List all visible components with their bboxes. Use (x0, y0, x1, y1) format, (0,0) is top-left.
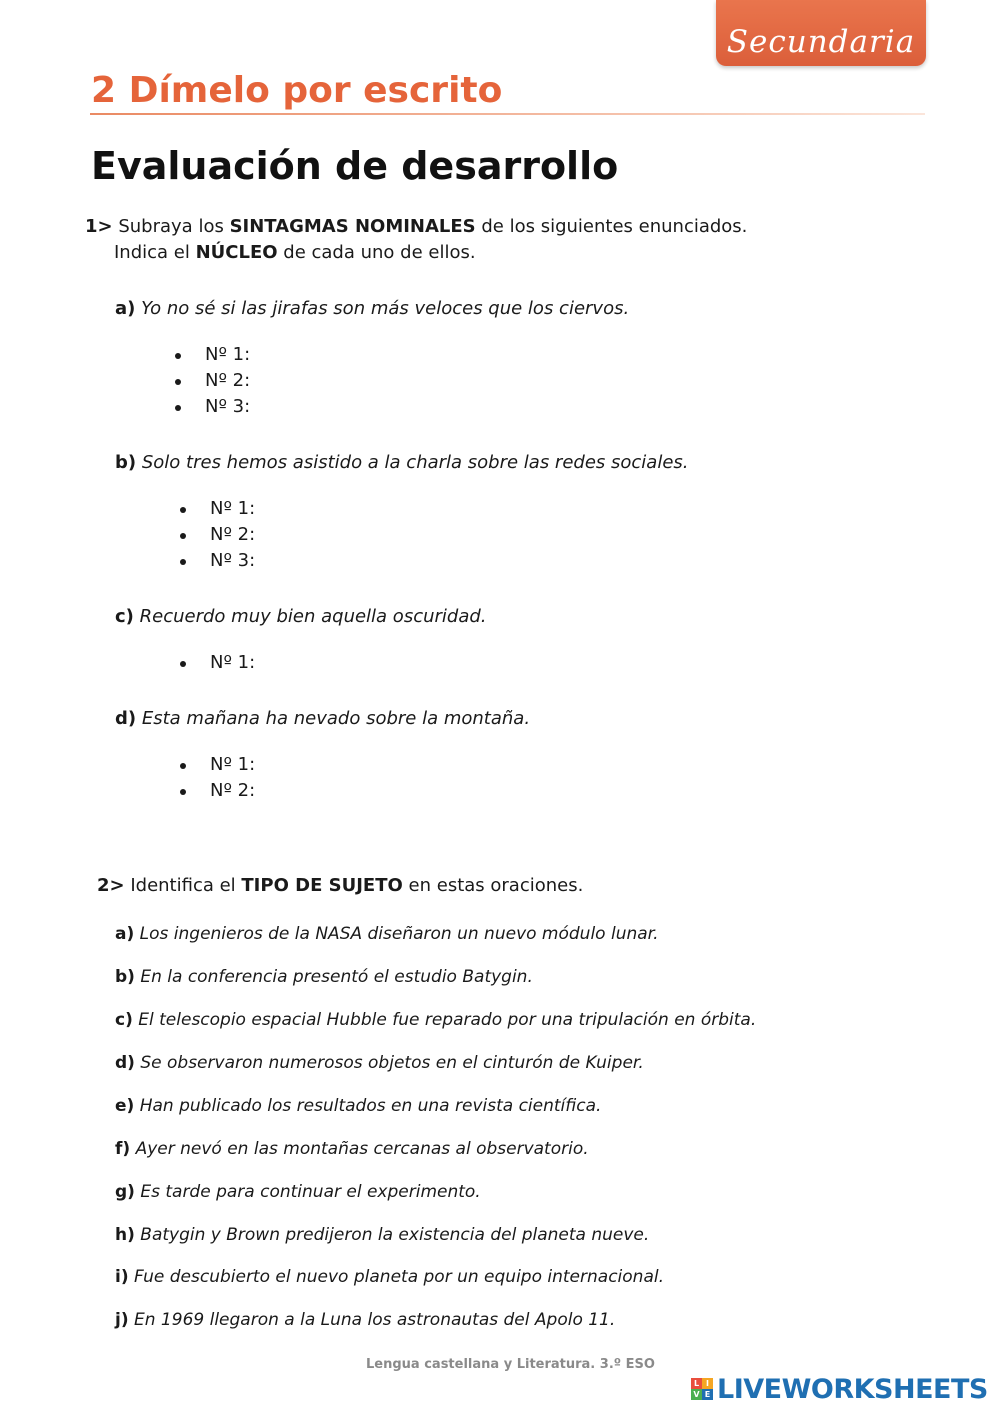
secundaria-badge: Secundaria (716, 0, 926, 66)
item-label: c) (115, 1010, 133, 1030)
unit-title: 2 Dímelo por escrito (91, 70, 503, 111)
item-sentence: El telescopio espacial Hubble fue reparado por una tripulación en órbita. (138, 1010, 757, 1030)
q1-item-b (115, 452, 689, 473)
logo-letter-e: E (702, 1389, 713, 1400)
q1-item-d (115, 708, 530, 729)
answer-line[interactable]: Nº 2: (205, 370, 251, 391)
answer-line[interactable]: Nº 3: (205, 396, 251, 417)
q1-line2-a: Indica el (114, 242, 196, 263)
item-label: d) (115, 1053, 135, 1073)
q2-item-d[interactable] (115, 1053, 644, 1073)
liveworksheets-logo[interactable]: LIVEWORKSHEETS (717, 1374, 988, 1405)
item-sentence: Ayer nevó en las montañas cercanas al observatorio. (135, 1139, 589, 1159)
item-sentence: Esta mañana ha nevado sobre la montaña. (141, 708, 531, 729)
q2-item-j[interactable] (115, 1310, 615, 1330)
item-sentence: Batygin y Brown predijeron la existencia del planeta nueve. (140, 1225, 650, 1245)
item-sentence: Los ingenieros de la NASA diseñaron un nuevo módulo lunar. (139, 924, 659, 944)
q1-item-a (115, 298, 629, 319)
q1-line1-b: SINTAGMAS NOMINALES (229, 216, 476, 237)
item-label: d) (115, 708, 137, 729)
q2-item-f[interactable] (115, 1139, 589, 1159)
q2-item-g[interactable] (115, 1182, 481, 1202)
item-label: g) (115, 1182, 135, 1202)
q1-item-c (115, 606, 487, 627)
q1-line2-b: NÚCLEO (195, 242, 278, 263)
item-sentence: En la conferencia presentó el estudio Batygin. (140, 967, 533, 987)
item-label: e) (115, 1096, 135, 1116)
bullet-dot (180, 661, 186, 667)
q2-item-i[interactable] (115, 1267, 664, 1287)
answer-line[interactable]: Nº 1: (205, 344, 251, 365)
item-label: b) (115, 967, 135, 987)
q2-item-e[interactable] (115, 1096, 601, 1116)
answer-line[interactable]: Nº 2: (210, 524, 256, 545)
q1-instruction-line2 (114, 242, 476, 263)
q1-number: 1> (85, 216, 113, 237)
item-label: i) (115, 1267, 129, 1287)
q1-line2-c: de cada uno de ellos. (277, 242, 476, 263)
item-sentence: En 1969 llegaron a la Luna los astronautas del Apolo 11. (134, 1310, 616, 1330)
q2-line-a: Identifica el (130, 875, 242, 896)
logo-letter-v: V (691, 1389, 702, 1400)
q2-number: 2> (97, 875, 125, 896)
item-label: a) (115, 298, 136, 319)
liveworksheets-logo-icon (691, 1378, 713, 1400)
answer-line[interactable]: Nº 2: (210, 780, 256, 801)
title-divider (90, 113, 925, 115)
item-label: c) (115, 606, 134, 627)
q2-line-c: en estas oraciones. (402, 875, 584, 896)
q1-line1-a: Subraya los (118, 216, 230, 237)
q2-line-b: TIPO DE SUJETO (241, 875, 403, 896)
bullet-dot (180, 789, 186, 795)
bullet-dot (180, 533, 186, 539)
q2-item-h[interactable] (115, 1225, 649, 1245)
item-label: j) (115, 1310, 129, 1330)
item-sentence: Yo no sé si las jirafas son más veloces que los ciervos. (141, 298, 630, 319)
q2-instruction (97, 875, 583, 896)
item-label: f) (115, 1139, 131, 1159)
q1-instruction-line1 (85, 216, 747, 237)
q2-item-a[interactable] (115, 924, 659, 944)
q1-line1-c: de los siguientes enunciados. (475, 216, 748, 237)
item-sentence: Se observaron numerosos objetos en el cinturón de Kuiper. (140, 1053, 644, 1073)
item-label: h) (115, 1225, 135, 1245)
bullet-dot (180, 507, 186, 513)
bullet-dot (175, 353, 181, 359)
logo-letter-i: I (702, 1378, 713, 1389)
q2-item-c[interactable] (115, 1010, 756, 1030)
logo-letter-l: L (691, 1378, 702, 1389)
footer-text: Lengua castellana y Literatura. 3.º ESO (366, 1357, 655, 1372)
bullet-dot (175, 405, 181, 411)
bullet-dot (180, 763, 186, 769)
answer-line[interactable]: Nº 1: (210, 754, 256, 775)
item-sentence: Han publicado los resultados en una revista científica. (139, 1096, 602, 1116)
page-title: Evaluación de desarrollo (91, 144, 619, 188)
answer-line[interactable]: Nº 3: (210, 550, 256, 571)
item-sentence: Solo tres hemos asistido a la charla sobre las redes sociales. (141, 452, 689, 473)
answer-line[interactable]: Nº 1: (210, 652, 256, 673)
item-label: a) (115, 924, 135, 944)
bullet-dot (175, 379, 181, 385)
item-label: b) (115, 452, 137, 473)
bullet-dot (180, 559, 186, 565)
answer-line[interactable]: Nº 1: (210, 498, 256, 519)
item-sentence: Es tarde para continuar el experimento. (140, 1182, 481, 1202)
item-sentence: Fue descubierto el nuevo planeta por un equipo internacional. (134, 1267, 664, 1287)
q2-item-b[interactable] (115, 967, 533, 987)
item-sentence: Recuerdo muy bien aquella oscuridad. (139, 606, 487, 627)
